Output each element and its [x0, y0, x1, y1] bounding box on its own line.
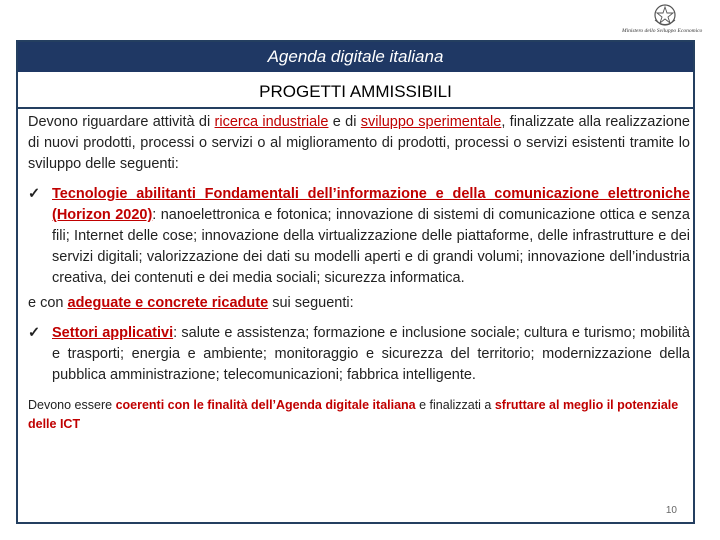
footer-text-c: e finalizzati a	[415, 398, 495, 412]
middle-text-c: sui seguenti:	[268, 295, 354, 311]
footer-highlight-coerenti: coerenti con le finalità dell’Agenda digitale italiana	[115, 398, 416, 412]
bullet-tecnologie-text: : nanoelettronica e fotonica; innovazione di sistemi di comunicazione ottica e senza fili; Internet delle cose; innovazione della virtualizzazione delle piattaforme, delle infrastrutture e dei servizi digitali; valorizzazione dei dati su modelli aperti e di grandi volumi; innovazione dell’industria creativa, dei contenuti e dei media sociali; sicurezza informatica.	[52, 207, 690, 286]
footer-paragraph	[28, 396, 690, 434]
italian-republic-emblem-icon	[650, 2, 680, 28]
slide-content	[28, 112, 690, 434]
bullet-settori-heading: Settori applicativi	[52, 325, 174, 341]
intro-highlight-ricerca: ricerca industriale	[214, 114, 329, 130]
bullet-settori	[28, 323, 690, 386]
banner-title: Agenda digitale italiana	[18, 42, 693, 72]
bullet-settori-text: : salute e assistenza; formazione e inclusione sociale; cultura e turismo; mobilità e trasporti; energia e ambiente; monitoraggio e sicurezza del territorio; modernizzazione della pubblica amministrazione; telecomunicazioni; fabbrica intelligente.	[52, 325, 690, 383]
slide-frame	[16, 40, 695, 524]
ministry-name: Ministero dello Sviluppo Economico	[622, 28, 703, 34]
footer-highlight-sfruttare: sfruttare al meglio il potenziale delle ICT	[28, 398, 679, 431]
middle-text-a: e con	[28, 295, 68, 311]
bullet-tecnologie-heading: Tecnologie abilitanti Fondamentali dell’informazione e della comunicazione elettroniche (Horizon 2020)	[52, 186, 690, 223]
middle-paragraph	[28, 293, 690, 314]
title-divider	[18, 107, 693, 109]
bullet-tecnologie	[28, 184, 690, 289]
middle-highlight: adeguate e concrete ricadute	[67, 295, 269, 311]
intro-text-a: Devono riguardare attività di	[28, 114, 215, 130]
intro-text-c: e di	[328, 114, 361, 130]
footer-text-a: Devono essere	[28, 398, 116, 412]
intro-text-e: , finalizzate alla realizzazione di nuovi prodotti, processi o servizi o al miglioramento di prodotti, processi o servizi esistenti tramite lo sviluppo delle seguenti:	[28, 114, 690, 172]
intro-highlight-sviluppo: sviluppo sperimentale	[360, 114, 502, 130]
intro-paragraph	[28, 112, 690, 175]
slide-title: PROGETTI AMMISSIBILI	[259, 82, 452, 101]
checkmark-icon: ✓	[28, 325, 41, 341]
page-number: 10	[665, 505, 677, 516]
checkmark-icon: ✓	[28, 186, 41, 202]
